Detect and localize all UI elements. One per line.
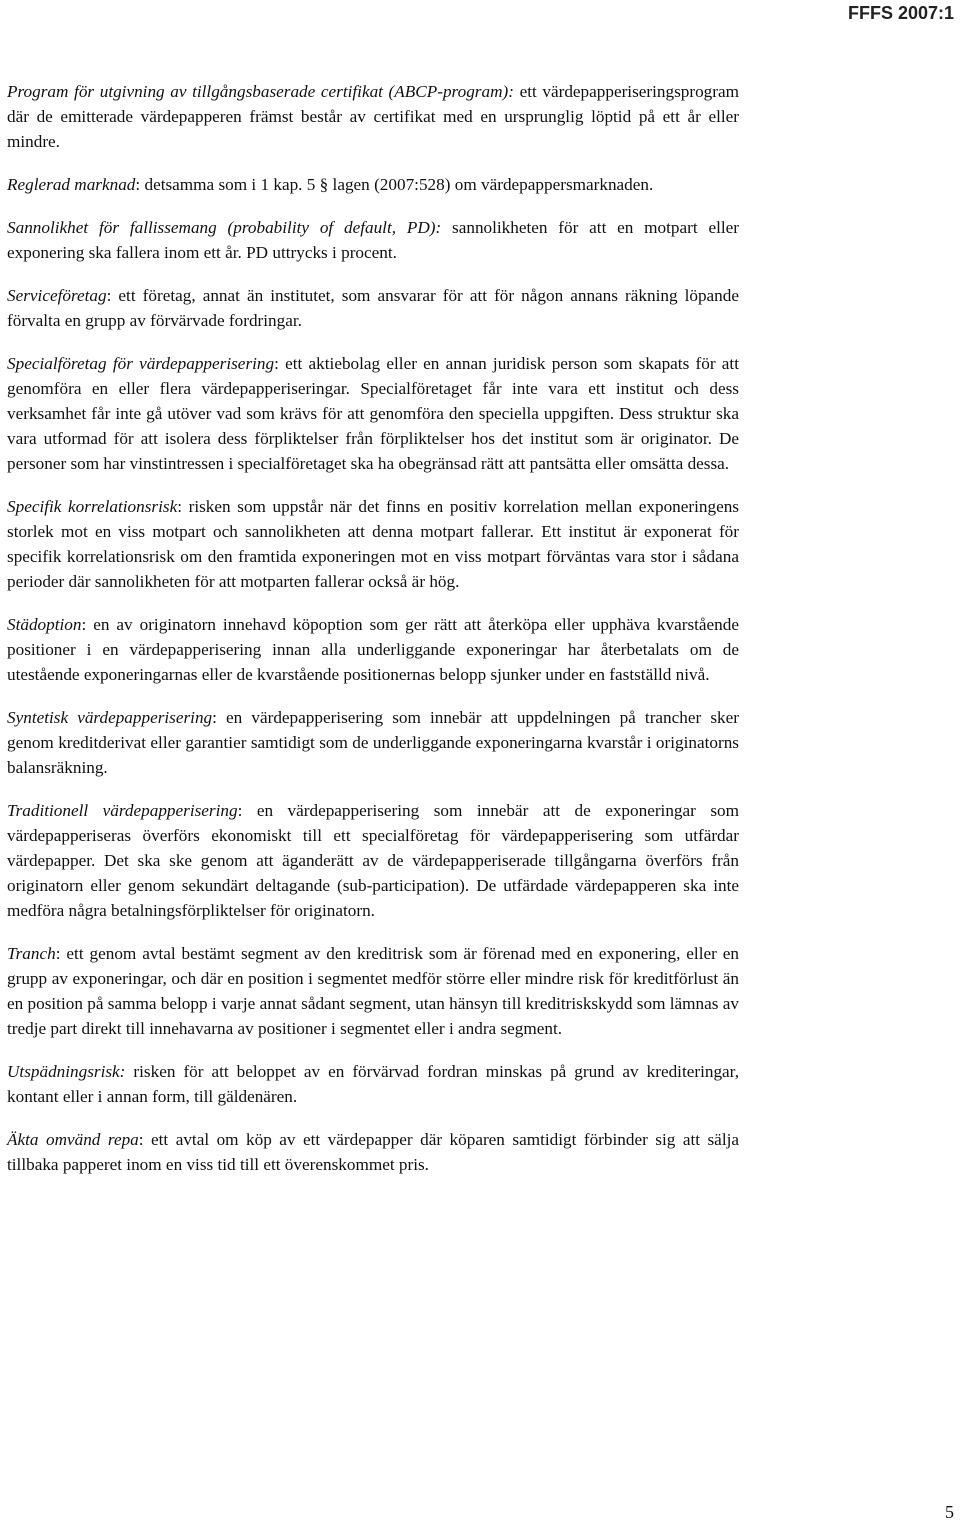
definition-text: : en av originatorn innehavd köpoption som ger rätt att återköpa eller upphäva kvarstående positioner i en värdepapperisering innan alla underliggande exponeringar har återbetalats om de utestående exponeringarnas eller de kvarstående positionernas belopp sjunker under en fastställd nivå. bbox=[7, 615, 739, 684]
term-abcp-program: Program för utgivning av tillgångsbaserade certifikat (ABCP-program): bbox=[7, 82, 514, 101]
definition-text: : en värdepapperisering som innebär att uppdelningen på trancher sker genom kreditderivat eller garantier samtidigt som de underliggande exponeringarna kvarstår i originatorns balansräkning. bbox=[7, 708, 739, 777]
page-number: 5 bbox=[945, 1502, 954, 1522]
term-akta-omvand-repa: Äkta omvänd repa bbox=[7, 1130, 139, 1149]
definition-text: ett värdepapperiseringsprogram där de emitterade värdepapperen främst består av certifikat med en ursprunglig löptid på ett år eller mindre. bbox=[7, 82, 739, 151]
definition-text: : risken som uppstår när det finns en positiv korrelation mellan exponeringens storlek mot en viss motpart och sannolikheten att denna motpart fallerar. Ett institut är exponerat för specifik korrelationsrisk om den framtida exponeringen mot en viss motpart förväntas vara stor i sådana perioder där sannolikheten för att motparten fallerar också är hög. bbox=[7, 497, 739, 591]
running-header: FFFS 2007:1 bbox=[847, 3, 954, 23]
definition-serviceforetag bbox=[7, 283, 739, 333]
term-specifik-korrelationsrisk: Specifik korrelationsrisk bbox=[7, 497, 178, 516]
definition-reglerad-marknad bbox=[7, 172, 739, 197]
definition-specialforetag bbox=[7, 351, 739, 476]
term-specialforetag: Specialföretag för värdepapperisering bbox=[7, 354, 275, 373]
definition-akta-omvand-repa bbox=[7, 1127, 739, 1177]
definition-syntetisk-vardepapperisering bbox=[7, 705, 739, 780]
term-tranch: Tranch bbox=[7, 944, 56, 963]
definition-text: : ett företag, annat än institutet, som ansvarar för att för någon annans räkning löpande förvalta en grupp av förvärvade fordringar. bbox=[7, 286, 739, 330]
definition-text: sannolikheten för att en motpart eller exponering ska fallera inom ett år. PD uttrycks i procent. bbox=[7, 218, 739, 262]
term-reglerad-marknad: Reglerad marknad bbox=[7, 175, 136, 194]
definitions-list bbox=[7, 79, 739, 1195]
definition-utspadningsrisk bbox=[7, 1059, 739, 1109]
definition-text: risken för att beloppet av en förvärvad fordran minskas på grund av krediteringar, kontant eller i annan form, till gäldenären. bbox=[7, 1062, 739, 1106]
term-traditionell-vardepapperisering: Traditionell värdepapperisering bbox=[7, 801, 238, 820]
definition-stadoption bbox=[7, 612, 739, 687]
definition-text: : ett avtal om köp av ett värdepapper där köparen samtidigt förbinder sig att sälja tillbaka papperet inom en viss tid till ett överenskommet pris. bbox=[7, 1130, 739, 1174]
term-stadoption: Städoption bbox=[7, 615, 82, 634]
definition-text: : detsamma som i 1 kap. 5 § lagen (2007:528) om värdepappersmarknaden. bbox=[135, 175, 654, 194]
definition-sannolikhet-for-fallissemang bbox=[7, 215, 739, 265]
definition-specifik-korrelationsrisk bbox=[7, 494, 739, 594]
definition-abcp-program bbox=[7, 79, 739, 154]
term-serviceforetag: Serviceföretag bbox=[7, 286, 107, 305]
definition-text: : en värdepapperisering som innebär att de exponeringar som värdepapperiseras överförs ekonomiskt till ett specialföretag för värdepapperisering som utfärdar värdepapper. Det ska ske genom att äganderätt av de värdepapperiserade tillgångarna överförs från originatorn eller genom sekundärt deltagande (sub-participation). De utfärdade värdepapperen ska inte medföra några betalningsförpliktelser för originatorn. bbox=[7, 801, 739, 920]
term-sannolikhet-for-fallissemang: Sannolikhet för fallissemang (probability of default, PD): bbox=[7, 218, 442, 237]
term-utspadningsrisk: Utspädningsrisk: bbox=[7, 1062, 126, 1081]
definition-text: : ett aktiebolag eller en annan juridisk person som skapats för att genomföra en eller flera värdepapperiseringar. Specialföretaget får inte vara ett institut och dess verksamhet får inte gå utöver vad som krävs för att genomföra den speciella uppgiften. Dess struktur ska vara utformad för att isolera dess förpliktelser från förpliktelser hos det institut som är originator. De personer som har vinstintressen i specialföretaget ska ha obegränsad rätt att pantsätta eller omsätta dessa. bbox=[7, 354, 739, 473]
definition-tranch bbox=[7, 941, 739, 1041]
term-syntetisk-vardepapperisering: Syntetisk värdepapperisering bbox=[7, 708, 213, 727]
definition-text: : ett genom avtal bestämt segment av den kreditrisk som är förenad med en exponering, eller en grupp av exponeringar, och där en position i segmentet medför större eller mindre risk för kreditförlust än en position på samma belopp i varje annat sådant segment, utan hänsyn till kreditriskskydd som lämnas av tredje part direkt till innehavarna av positioner i segmentet eller i andra segment. bbox=[7, 944, 739, 1038]
definition-traditionell-vardepapperisering bbox=[7, 798, 739, 923]
